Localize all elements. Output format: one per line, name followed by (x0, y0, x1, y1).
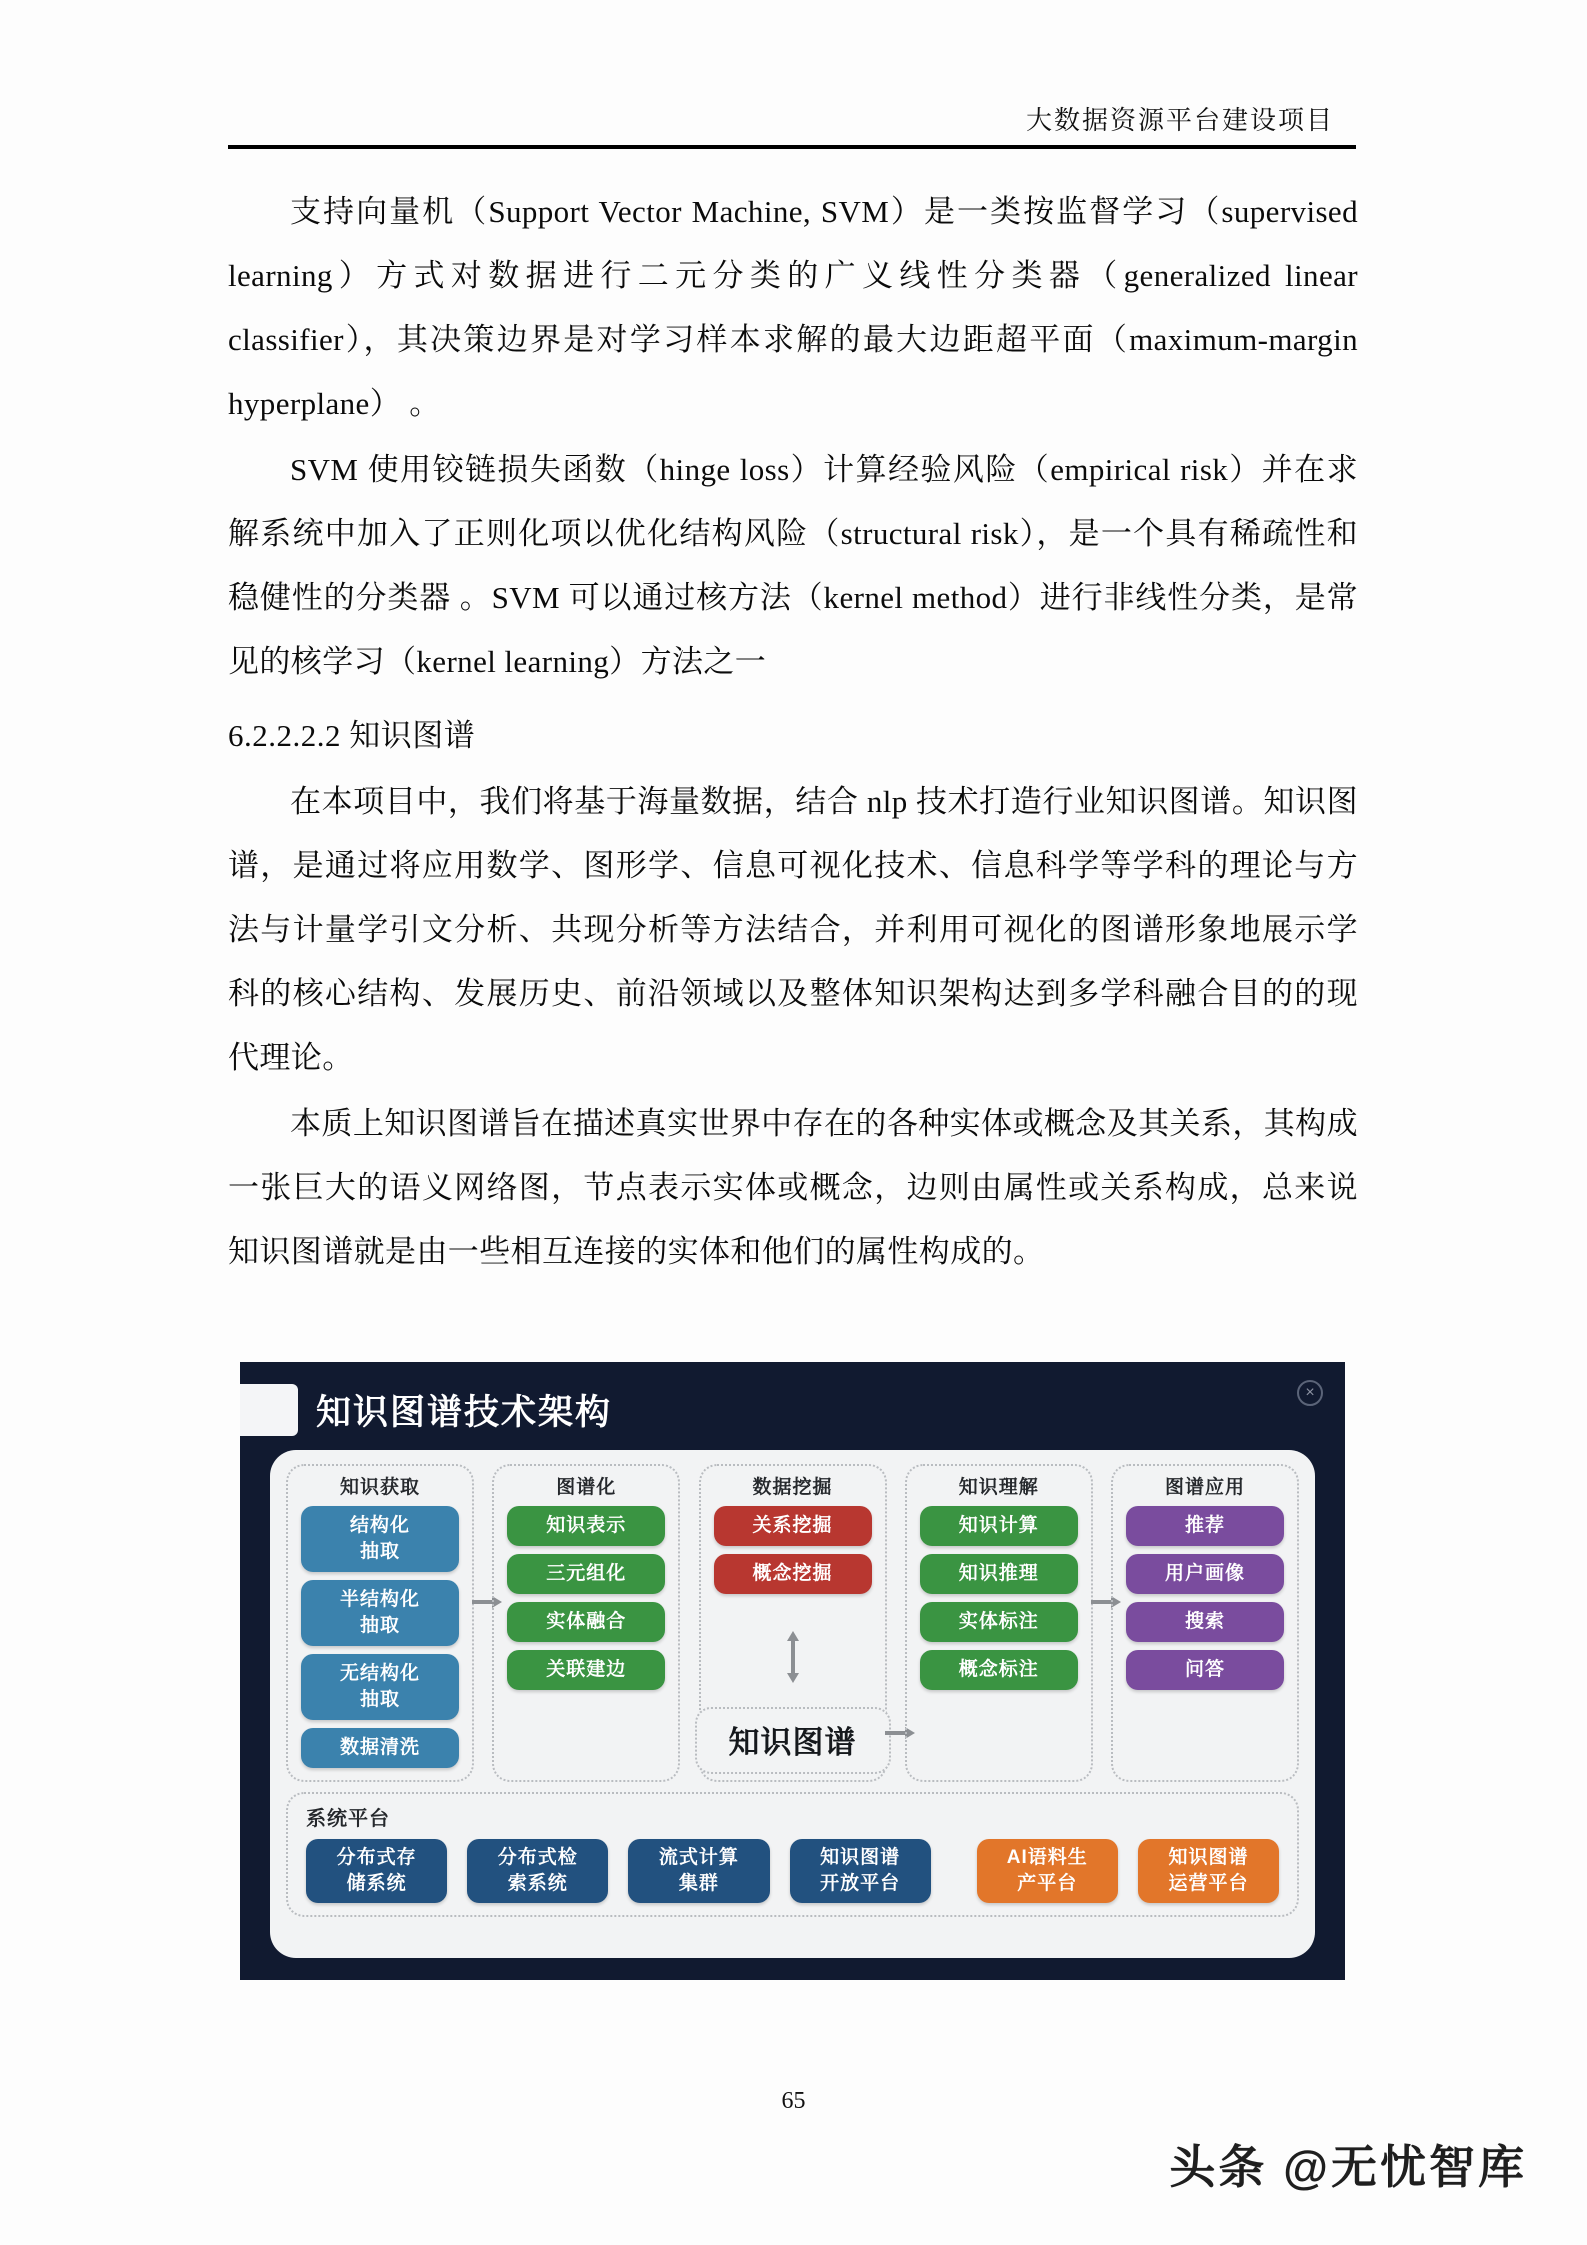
knowledge-graph-center-node (695, 1707, 891, 1774)
node-concept-mining: 概念挖掘 (714, 1554, 872, 1594)
node-ai-corpus-platform: AI语料生 产平台 (977, 1839, 1118, 1903)
column-data-mining (699, 1464, 887, 1782)
watermark: 头条 @无忧智库 (1169, 2141, 1527, 2193)
column-graph-application (1111, 1464, 1299, 1782)
page-header (228, 100, 1356, 149)
system-platform-title: 系统平台 (306, 1808, 390, 1830)
node-user-profile: 用户画像 (1126, 1554, 1284, 1594)
column-title: 图谱应用 (1164, 1477, 1245, 1498)
node-knowledge-representation: 知识表示 (507, 1506, 665, 1546)
node-semi-structured-extraction: 半结构化 抽取 (301, 1580, 459, 1646)
node-triple-formation: 三元组化 (507, 1554, 665, 1594)
paragraph-knowledge-graph-intro: 在本项目中，我们将基于海量数据，结合 nlp 技术打造行业知识图谱。知识图谱，是通过将应用数学、图形学、信息可视化技术、信息科学等学科的理论与方法与计量学引文分析、共现分析等方法结合，并利用可视化的图谱形象地展示学科的核心结构、发展历史、前沿领域以及整体知识架构达到多学科融合目的的现代理论。 (228, 784, 1358, 1075)
node-concept-annotation: 概念标注 (920, 1650, 1078, 1690)
node-search: 搜索 (1126, 1602, 1284, 1642)
node-stream-computing-cluster: 流式计算 集群 (628, 1839, 769, 1903)
document-body (228, 180, 1358, 1286)
paragraph-knowledge-graph-essence: 本质上知识图谱旨在描述真实世界中存在的各种实体或概念及其关系，其构成一张巨大的语义网络图，节点表示实体或概念，边则由属性或关系构成，总来说知识图谱就是由一些相互连接的实体和他们的属性构成的。 (228, 1106, 1358, 1269)
figure-canvas (240, 1362, 1345, 1980)
figure-panel (270, 1450, 1315, 1958)
figure-title-tag-shape (240, 1384, 298, 1436)
column-title: 数据挖掘 (752, 1477, 833, 1498)
system-platform-nodes (306, 1839, 1279, 1903)
knowledge-graph-center-label: 知识图谱 (728, 1725, 857, 1760)
section-heading-knowledge-graph: 6.2.2.2.2 知识图谱 (228, 718, 476, 753)
node-distributed-storage: 分布式存 储系统 (306, 1839, 447, 1903)
node-knowledge-computation: 知识计算 (920, 1506, 1078, 1546)
column-title: 知识理解 (958, 1477, 1039, 1498)
arrow-vertical-double-icon (785, 1631, 801, 1688)
paragraph-svm-definition: 支持向量机（Support Vector Machine, SVM）是一类按监督学习（supervised learning）方式对数据进行二元分类的广义线性分类器（generalized linear classifier），其决策边界是对学习样本求解的最大边距超平面（maximum-margin hyperplane） 。 (228, 194, 1358, 421)
node-relation-mining: 关系挖掘 (714, 1506, 872, 1546)
node-kg-open-platform: 知识图谱 开放平台 (790, 1839, 931, 1903)
node-knowledge-reasoning: 知识推理 (920, 1554, 1078, 1594)
column-title: 知识获取 (339, 1477, 420, 1498)
column-graph-construction (492, 1464, 680, 1782)
node-distributed-retrieval: 分布式检 索系统 (467, 1839, 608, 1903)
column-knowledge-understanding (905, 1464, 1093, 1782)
paragraph-svm-hinge-loss: SVM 使用铰链损失函数（hinge loss）计算经验风险（empirical risk）并在求解系统中加入了正则化项以优化结构风险（structural risk），是一个具有稀疏性和稳健性的分类器 。SVM 可以通过核方法（kernel method）进行非线性分类，是常见的核学习（kernel learning）方法之一 (228, 452, 1358, 679)
header-title: 大数据资源平台建设项目 (1025, 106, 1334, 135)
node-relation-edge-building: 关联建边 (507, 1650, 665, 1690)
close-icon[interactable]: × (1297, 1380, 1323, 1406)
node-entity-annotation: 实体标注 (920, 1602, 1078, 1642)
system-platform-section (286, 1792, 1299, 1917)
column-knowledge-acquisition (286, 1464, 474, 1782)
architecture-columns (286, 1464, 1299, 1782)
node-kg-operation-platform: 知识图谱 运营平台 (1138, 1839, 1279, 1903)
node-qa: 问答 (1126, 1650, 1284, 1690)
node-entity-fusion: 实体融合 (507, 1602, 665, 1642)
figure-title: 知识图谱技术架构 (316, 1393, 613, 1432)
figure-knowledge-graph-architecture (240, 1362, 1345, 1980)
node-unstructured-extraction: 无结构化 抽取 (301, 1654, 459, 1720)
node-recommendation: 推荐 (1126, 1506, 1284, 1546)
column-title: 图谱化 (556, 1477, 617, 1498)
page-number: 65 (781, 2088, 806, 2114)
node-data-cleaning: 数据清洗 (301, 1728, 459, 1768)
figure-title-row (240, 1382, 612, 1438)
node-structured-extraction: 结构化 抽取 (301, 1506, 459, 1572)
header-divider (228, 145, 1356, 149)
